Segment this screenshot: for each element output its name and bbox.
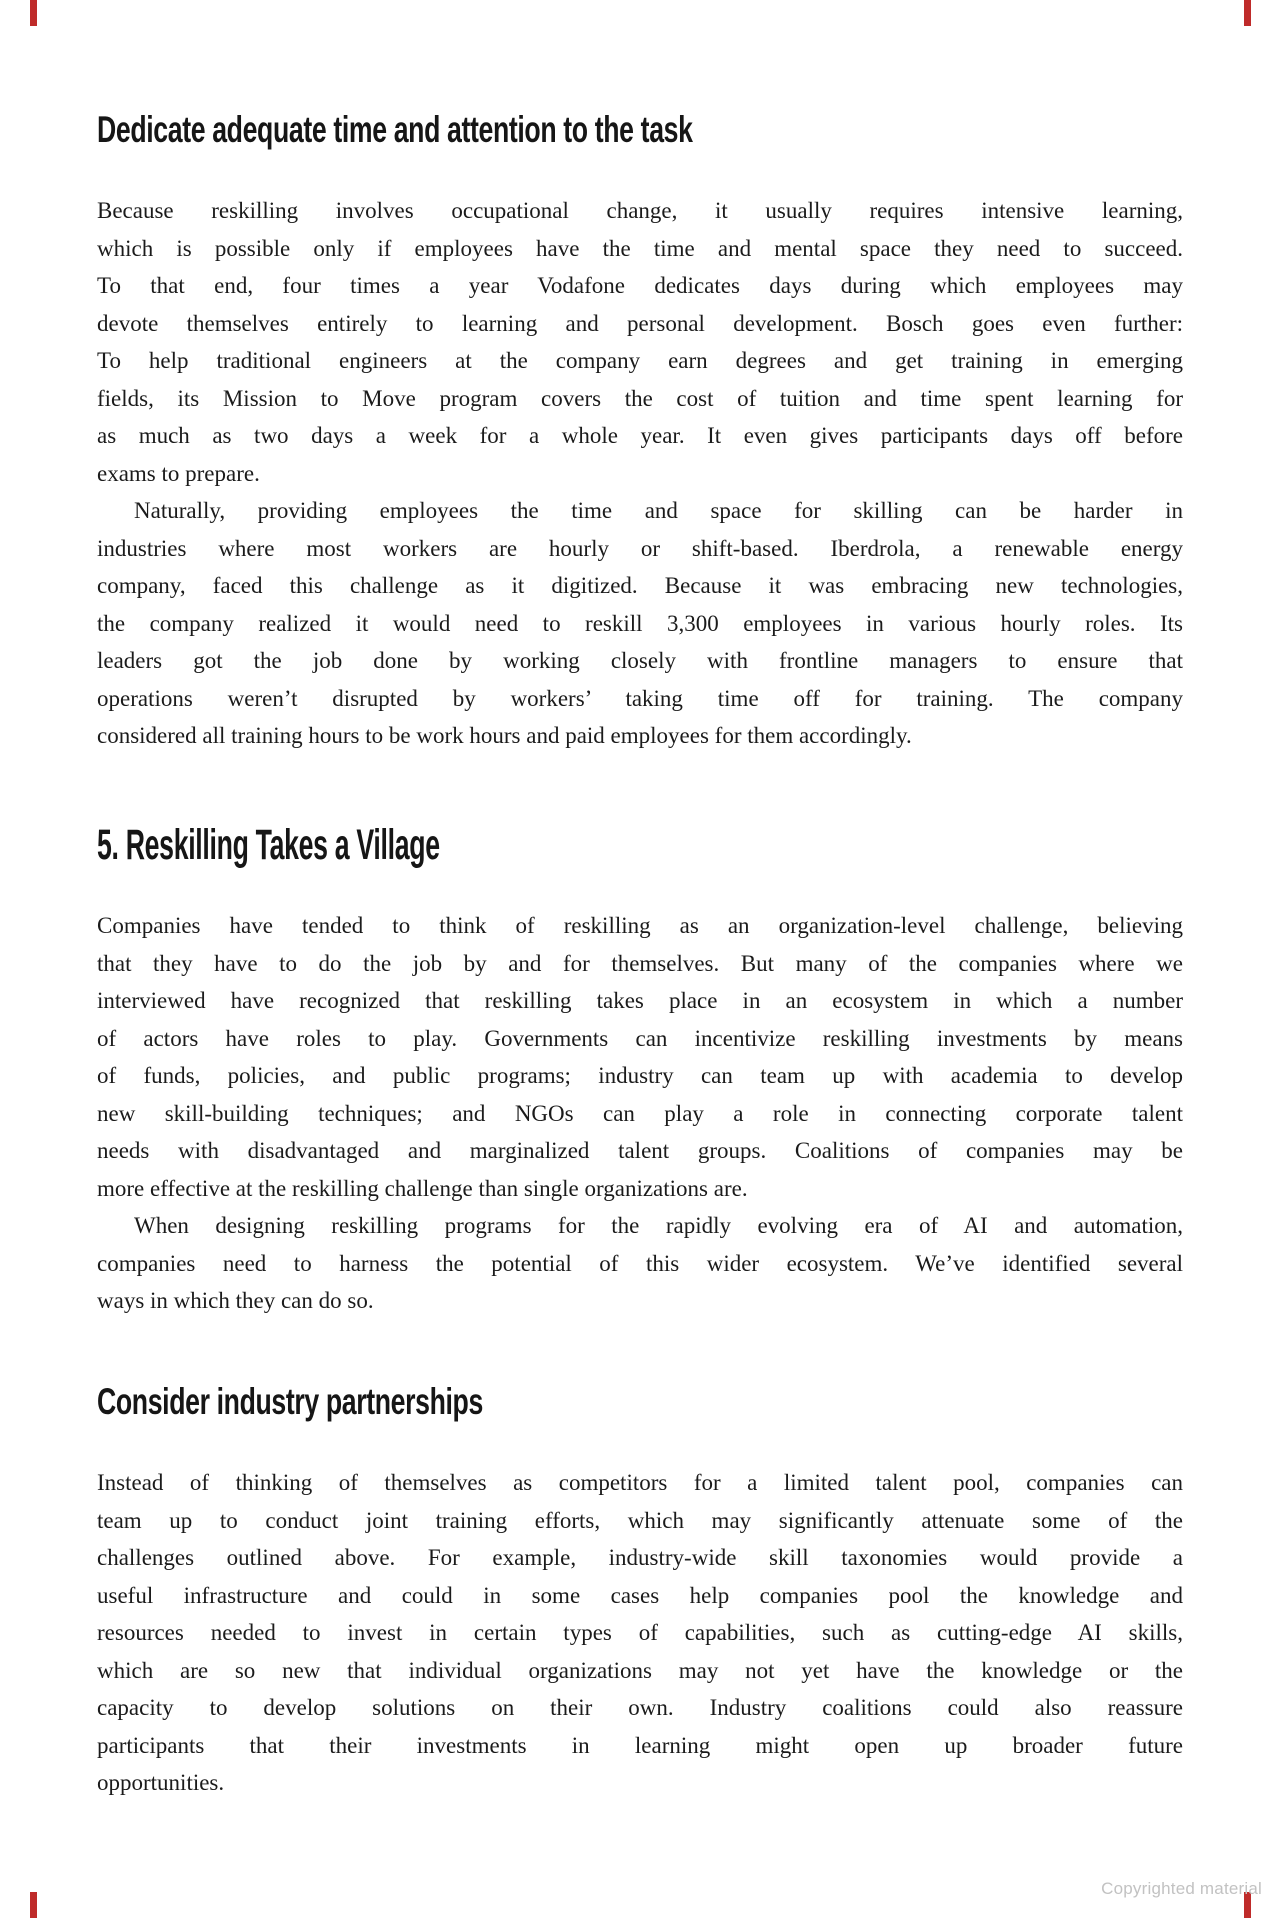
text-line: as much as two days a week for a whole year. It even gives participants days off before [97,423,1183,448]
text-line: exams to prepare. [97,460,260,486]
text-line: When designing reskilling programs for the rapidly evolving era of AI and automation, [134,1213,1183,1238]
paragraph-vodafone-bosch [97,192,1183,492]
text-line: the company realized it would need to reskill 3,300 employees in various hourly roles. Its [97,610,1183,636]
page-edge-mark-bottom-left [30,1892,37,1918]
subsection-heading-text: Consider industry partnerships [97,1381,483,1422]
paragraph-ecosystem [97,907,1183,1207]
text-line: challenges outlined above. For example, industry-wide skill taxonomies would provide a [97,1545,1183,1570]
text-line: companies need to harness the potential of this wider ecosystem. We’ve identified several [97,1250,1183,1276]
text-line: which are so new that individual organizations may not yet have the knowledge or the [97,1657,1183,1683]
paragraph-iberdrola [97,492,1183,755]
subsection-heading-text: Dedicate adequate time and attention to the task [97,109,693,150]
text-line: ways in which they can do so. [97,1288,374,1313]
text-line: Naturally, providing employees the time and space for skilling can be harder in [134,498,1183,523]
text-line: To help traditional engineers at the company earn degrees and get training in emerging [97,348,1183,373]
text-line: new skill-building techniques; and NGOs can play a role in connecting corporate talent [97,1100,1183,1126]
text-line: Instead of thinking of themselves as competitors for a limited talent pool, companies can [97,1470,1183,1495]
text-line: needs with disadvantaged and marginalized talent groups. Coalitions of companies may be [97,1138,1183,1163]
text-line: of funds, policies, and public programs; industry can team up with academia to develop [97,1063,1183,1088]
paragraph-when-designing [97,1207,1183,1320]
text-line: company, faced this challenge as it digitized. Because it was embracing new technologies, [97,573,1183,598]
text-line: Companies have tended to think of reskilling as an organization-level challenge, believing [97,913,1183,938]
text-line: resources needed to invest in certain types of capabilities, such as cutting-edge AI skills, [97,1620,1183,1645]
paragraph-industry-coalitions [97,1464,1183,1802]
text-line: considered all training hours to be work hours and paid employees for them accordingly. [97,723,912,748]
text-line: participants that their investments in learning might open up broader future [97,1732,1183,1758]
text-line: that they have to do the job by and for themselves. But many of the companies where we [97,950,1183,976]
text-line: industries where most workers are hourly or shift-based. Iberdrola, a renewable energy [97,535,1183,561]
page-edge-mark-top-right [1244,0,1251,26]
text-line: leaders got the job done by working closely with frontline managers to ensure that [97,648,1183,673]
text-line: of actors have roles to play. Governments can incentivize reskilling investments by means [97,1025,1183,1051]
subsection-heading-time-attention [97,111,924,148]
text-line: operations weren’t disrupted by workers’ taking time off for training. The company [97,685,1183,711]
subsection-heading-industry-partnerships [97,1383,633,1420]
text-line: opportunities. [97,1770,225,1795]
page-edge-mark-top-left [30,0,37,26]
section-heading-reskilling-village [97,821,650,869]
text-line: To that end, four times a year Vodafone dedicates days during which employees may [97,273,1183,298]
text-line: interviewed have recognized that reskilling takes place in an ecosystem in which a number [97,988,1183,1013]
text-line: useful infrastructure and could in some cases help companies pool the knowledge and [97,1582,1183,1608]
text-line: which is possible only if employees have the time and mental space they need to succeed. [97,235,1183,261]
section-heading-text: 5. Reskilling Takes a Village [97,821,440,869]
text-line: fields, its Mission to Move program covers the cost of tuition and time spent learning for [97,385,1183,411]
text-line: capacity to develop solutions on their own. Industry coalitions could also reassure [97,1695,1183,1720]
text-line: Because reskilling involves occupational change, it usually requires intensive learning, [97,198,1183,223]
text-line: more effective at the reskilling challenge than single organizations are. [97,1175,748,1201]
text-line: team up to conduct joint training efforts, which may significantly attenuate some of the [97,1507,1183,1533]
copyright-watermark: Copyrighted material [1101,1879,1262,1898]
text-line: devote themselves entirely to learning and personal development. Bosch goes even further: [97,310,1183,336]
